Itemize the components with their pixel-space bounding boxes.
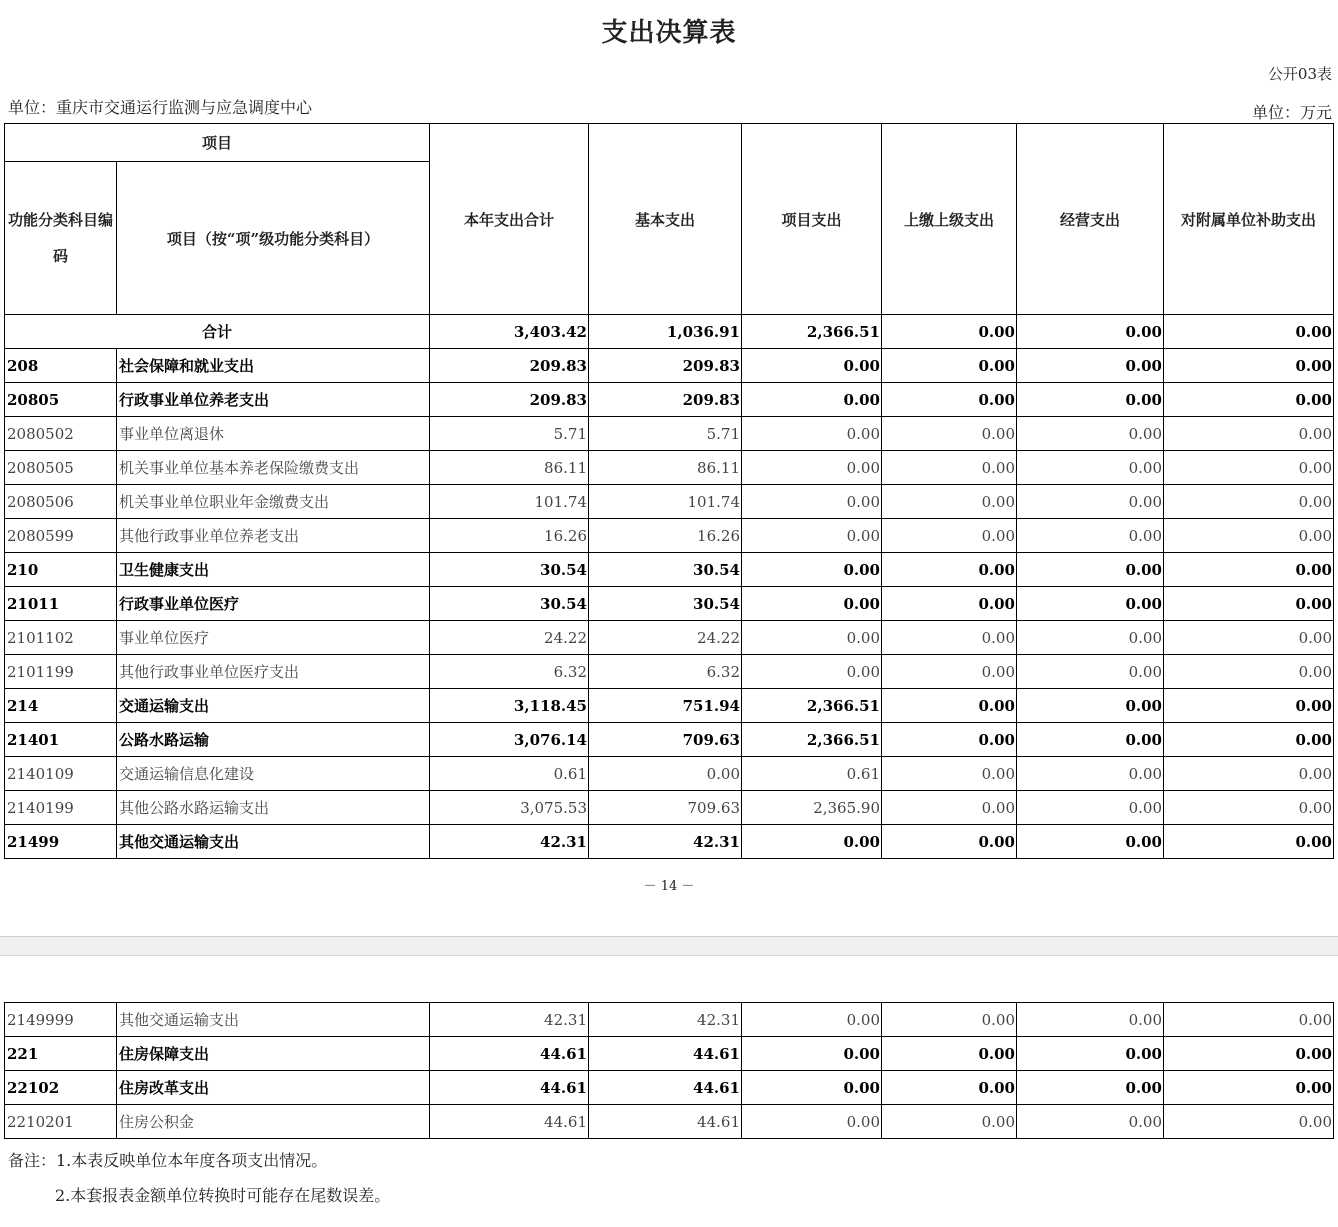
- row-value: 0.00: [742, 417, 882, 451]
- row-value: 0.00: [882, 349, 1017, 383]
- row-value: 42.31: [430, 825, 589, 859]
- row-name: 机关事业单位职业年金缴费支出: [117, 485, 430, 519]
- row-value: 24.22: [589, 621, 742, 655]
- row-value: 209.83: [430, 383, 589, 417]
- row-code: 21499: [5, 825, 117, 859]
- row-code: 214: [5, 689, 117, 723]
- row-value: 0.00: [1017, 757, 1164, 791]
- row-value: 0.00: [742, 655, 882, 689]
- row-value: 0.00: [1017, 417, 1164, 451]
- row-value: 0.00: [1017, 383, 1164, 417]
- row-value: 0.00: [882, 485, 1017, 519]
- row-value: 42.31: [589, 825, 742, 859]
- row-value: 30.54: [589, 587, 742, 621]
- row-name: 住房公积金: [117, 1105, 430, 1139]
- table-row: [5, 723, 1334, 757]
- row-value: 0.00: [742, 383, 882, 417]
- row-value: 0.00: [1164, 1071, 1334, 1105]
- row-value: 0.00: [742, 1105, 882, 1139]
- row-value: 0.00: [882, 757, 1017, 791]
- row-name: 交通运输支出: [117, 689, 430, 723]
- row-name: 事业单位离退休: [117, 417, 430, 451]
- row-value: 0.00: [1017, 1003, 1164, 1037]
- row-value: 0.00: [1164, 723, 1334, 757]
- row-name: 机关事业单位基本养老保险缴费支出: [117, 451, 430, 485]
- header-project: 项目: [5, 124, 430, 162]
- total-value: 3,403.42: [430, 315, 589, 349]
- row-value: 0.00: [742, 825, 882, 859]
- header-basic: 基本支出: [589, 124, 742, 315]
- page-title: 支出决算表: [601, 18, 737, 48]
- row-value: 0.00: [1164, 485, 1334, 519]
- row-value: 0.00: [1017, 791, 1164, 825]
- table-row: [5, 1105, 1334, 1139]
- row-value: 209.83: [589, 349, 742, 383]
- row-value: 0.00: [882, 587, 1017, 621]
- row-code: 20805: [5, 383, 117, 417]
- row-value: 2,366.51: [742, 723, 882, 757]
- row-code: 21011: [5, 587, 117, 621]
- row-value: 0.00: [1164, 1105, 1334, 1139]
- row-code: 2080599: [5, 519, 117, 553]
- row-value: 0.00: [882, 723, 1017, 757]
- page-break: [0, 936, 1338, 956]
- total-value: 0.00: [1164, 315, 1334, 349]
- row-value: 0.00: [742, 587, 882, 621]
- row-value: 44.61: [589, 1071, 742, 1105]
- row-value: 0.00: [1017, 451, 1164, 485]
- table-row: [5, 519, 1334, 553]
- row-value: 209.83: [430, 349, 589, 383]
- row-value: 44.61: [430, 1071, 589, 1105]
- row-value: 0.00: [1017, 825, 1164, 859]
- row-value: 5.71: [430, 417, 589, 451]
- row-value: 0.00: [882, 1105, 1017, 1139]
- form-code: 公开03表: [1267, 65, 1332, 83]
- note-1: 备注：1.本表反映单位本年度各项支出情况。: [8, 1151, 328, 1170]
- row-value: 6.32: [589, 655, 742, 689]
- row-value: 0.00: [1164, 587, 1334, 621]
- row-name: 社会保障和就业支出: [117, 349, 430, 383]
- row-value: 44.61: [430, 1105, 589, 1139]
- row-code: 210: [5, 553, 117, 587]
- table-row: [5, 383, 1334, 417]
- row-value: 751.94: [589, 689, 742, 723]
- table-row: [5, 417, 1334, 451]
- row-value: 86.11: [589, 451, 742, 485]
- row-value: 0.00: [742, 1037, 882, 1071]
- row-code: 208: [5, 349, 117, 383]
- row-value: 0.00: [882, 519, 1017, 553]
- row-name: 卫生健康支出: [117, 553, 430, 587]
- header-name: 项目（按“项”级功能分类科目）: [117, 162, 430, 315]
- row-value: 0.61: [430, 757, 589, 791]
- row-value: 0.00: [1017, 1037, 1164, 1071]
- table-row: [5, 621, 1334, 655]
- table-row: [5, 825, 1334, 859]
- row-value: 24.22: [430, 621, 589, 655]
- row-name: 行政事业单位医疗: [117, 587, 430, 621]
- row-value: 0.00: [1017, 723, 1164, 757]
- row-name: 行政事业单位养老支出: [117, 383, 430, 417]
- row-value: 709.63: [589, 723, 742, 757]
- row-value: 42.31: [589, 1003, 742, 1037]
- row-value: 0.00: [1164, 349, 1334, 383]
- row-value: 0.00: [1164, 655, 1334, 689]
- row-value: 0.00: [589, 757, 742, 791]
- row-value: 30.54: [430, 553, 589, 587]
- page-number: － 14 －: [643, 879, 695, 894]
- row-code: 2149999: [5, 1003, 117, 1037]
- row-value: 0.00: [1017, 655, 1164, 689]
- row-value: 0.00: [882, 791, 1017, 825]
- table-row: [5, 791, 1334, 825]
- row-value: 44.61: [589, 1105, 742, 1139]
- row-value: 0.00: [882, 553, 1017, 587]
- row-value: 30.54: [589, 553, 742, 587]
- row-name: 其他公路水路运输支出: [117, 791, 430, 825]
- table-row: [5, 451, 1334, 485]
- row-code: 2140109: [5, 757, 117, 791]
- row-value: 0.00: [1017, 689, 1164, 723]
- row-value: 209.83: [589, 383, 742, 417]
- row-value: 0.00: [1017, 349, 1164, 383]
- row-name: 事业单位医疗: [117, 621, 430, 655]
- expenditure-table-continued: [4, 1002, 1334, 1139]
- table-row: [5, 689, 1334, 723]
- row-value: 0.00: [1164, 621, 1334, 655]
- row-value: 0.00: [1164, 825, 1334, 859]
- row-value: 3,118.45: [430, 689, 589, 723]
- table-row: [5, 349, 1334, 383]
- header-subsidy: 对附属单位补助支出: [1164, 124, 1334, 315]
- row-name: 住房保障支出: [117, 1037, 430, 1071]
- row-value: 2,365.90: [742, 791, 882, 825]
- row-value: 0.00: [882, 1037, 1017, 1071]
- row-value: 0.00: [882, 825, 1017, 859]
- row-value: 0.00: [742, 621, 882, 655]
- total-value: 0.00: [1017, 315, 1164, 349]
- row-name: 其他行政事业单位医疗支出: [117, 655, 430, 689]
- table-row: [5, 1037, 1334, 1071]
- row-value: 0.00: [1017, 485, 1164, 519]
- expenditure-table: [4, 123, 1334, 859]
- row-value: 30.54: [430, 587, 589, 621]
- row-value: 0.00: [882, 417, 1017, 451]
- row-value: 0.00: [1017, 621, 1164, 655]
- row-value: 0.00: [1164, 1037, 1334, 1071]
- row-value: 0.00: [1164, 1003, 1334, 1037]
- row-value: 5.71: [589, 417, 742, 451]
- row-code: 2080502: [5, 417, 117, 451]
- row-code: 2101102: [5, 621, 117, 655]
- row-value: 709.63: [589, 791, 742, 825]
- total-row: [5, 315, 1334, 349]
- row-value: 44.61: [430, 1037, 589, 1071]
- row-value: 0.00: [882, 1003, 1017, 1037]
- row-value: 0.00: [1017, 1071, 1164, 1105]
- row-value: 0.00: [1017, 519, 1164, 553]
- row-value: 3,076.14: [430, 723, 589, 757]
- row-value: 0.00: [1164, 383, 1334, 417]
- row-code: 2080505: [5, 451, 117, 485]
- table-row: [5, 757, 1334, 791]
- row-value: 0.00: [1164, 553, 1334, 587]
- row-value: 0.00: [742, 349, 882, 383]
- row-value: 101.74: [589, 485, 742, 519]
- table-row: [5, 1003, 1334, 1037]
- row-value: 0.00: [742, 553, 882, 587]
- row-value: 2,366.51: [742, 689, 882, 723]
- row-value: 0.00: [742, 451, 882, 485]
- header-total: 本年支出合计: [430, 124, 589, 315]
- row-code: 2140199: [5, 791, 117, 825]
- row-value: 0.00: [1017, 553, 1164, 587]
- total-label: 合计: [5, 315, 430, 349]
- row-code: 2080506: [5, 485, 117, 519]
- row-value: 0.00: [1164, 689, 1334, 723]
- total-value: 0.00: [882, 315, 1017, 349]
- row-code: 21401: [5, 723, 117, 757]
- row-value: 0.00: [1164, 451, 1334, 485]
- row-name: 公路水路运输: [117, 723, 430, 757]
- row-value: 101.74: [430, 485, 589, 519]
- row-value: 16.26: [430, 519, 589, 553]
- row-value: 0.61: [742, 757, 882, 791]
- currency-unit: 单位：万元: [1251, 103, 1332, 122]
- table-row: [5, 485, 1334, 519]
- table-row: [5, 587, 1334, 621]
- table-row: [5, 1071, 1334, 1105]
- row-value: 0.00: [882, 383, 1017, 417]
- row-value: 42.31: [430, 1003, 589, 1037]
- row-value: 0.00: [1017, 587, 1164, 621]
- total-value: 1,036.91: [589, 315, 742, 349]
- row-code: 2210201: [5, 1105, 117, 1139]
- table-row: [5, 655, 1334, 689]
- row-value: 0.00: [1164, 417, 1334, 451]
- header-operating: 经营支出: [1017, 124, 1164, 315]
- row-value: 0.00: [1164, 519, 1334, 553]
- row-code: 221: [5, 1037, 117, 1071]
- row-name: 其他交通运输支出: [117, 825, 430, 859]
- table-row: [5, 553, 1334, 587]
- row-name: 住房改革支出: [117, 1071, 430, 1105]
- header-code: 功能分类科目编码: [5, 162, 117, 315]
- row-value: 44.61: [589, 1037, 742, 1071]
- row-value: 0.00: [1164, 791, 1334, 825]
- row-value: 0.00: [742, 519, 882, 553]
- row-name: 交通运输信息化建设: [117, 757, 430, 791]
- total-value: 2,366.51: [742, 315, 882, 349]
- row-value: 0.00: [882, 1071, 1017, 1105]
- reporting-unit: 单位：重庆市交通运行监测与应急调度中心: [8, 98, 313, 117]
- row-value: 0.00: [882, 451, 1017, 485]
- note-2: 2.本套报表金额单位转换时可能存在尾数误差。: [55, 1186, 391, 1205]
- row-value: 0.00: [1017, 1105, 1164, 1139]
- header-upper: 上缴上级支出: [882, 124, 1017, 315]
- row-value: 3,075.53: [430, 791, 589, 825]
- row-value: 6.32: [430, 655, 589, 689]
- row-name: 其他行政事业单位养老支出: [117, 519, 430, 553]
- row-value: 0.00: [882, 655, 1017, 689]
- row-value: 0.00: [742, 1071, 882, 1105]
- header-project-expense: 项目支出: [742, 124, 882, 315]
- row-name: 其他交通运输支出: [117, 1003, 430, 1037]
- row-code: 2101199: [5, 655, 117, 689]
- row-value: 0.00: [882, 621, 1017, 655]
- row-value: 0.00: [742, 485, 882, 519]
- row-value: 16.26: [589, 519, 742, 553]
- row-value: 0.00: [882, 689, 1017, 723]
- row-code: 22102: [5, 1071, 117, 1105]
- row-value: 0.00: [742, 1003, 882, 1037]
- row-value: 86.11: [430, 451, 589, 485]
- row-value: 0.00: [1164, 757, 1334, 791]
